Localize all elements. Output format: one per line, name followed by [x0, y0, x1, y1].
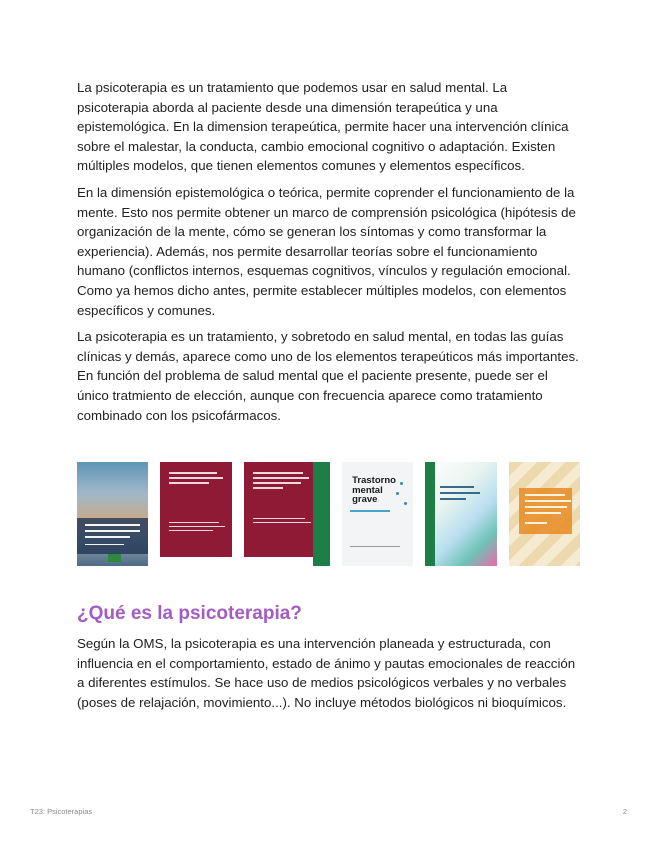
- paragraph-epistemology: En la dimensión epistemológica o teórica, permite coprender el funcionamiento de la mente. Esto nos permite obtener un marco de comprensión psicológica (hipótesis de organización de la mente, cómo se generan los síntomas y como transformar la experiencia). Además, nos permite desarrollar teorías sobre el funcionamiento humano (conflictos internos, esquemas cognitivos, vínculos y regulación emocional. Como ya hemos dicho antes, permite establecer múltiples modelos, con elementos específicos y comunes.: [77, 184, 576, 318]
- cover-green-strip: [425, 462, 435, 566]
- page-number: 2: [622, 807, 627, 816]
- cover-trastorno-mental-grave: [342, 462, 413, 566]
- cover-clinical-guide-maroon: [160, 462, 231, 566]
- guide-covers-strip: [77, 462, 580, 566]
- cover-junta-mental-health: [425, 462, 496, 566]
- body-text: [77, 78, 580, 432]
- junta-logo: [108, 554, 121, 562]
- paragraph-oms-definition: Según la OMS, la psicoterapia es una intervención planeada y estructurada, con influencia en el comportamiento, estado de ánimo y pautas emocionales de reacción a diferentes estímulos. Se hace uso de medios psicológicos verbales y no verbales (poses de relajación, movimiento...). No incluye métodos biológicos ni bioquímicos.: [77, 636, 576, 710]
- cover-mental-health-program: [509, 462, 580, 566]
- section-body: [77, 634, 580, 719]
- footer-chapter-label: T23: Psicoterapias: [30, 807, 93, 816]
- cover-depression-guide: [77, 462, 148, 566]
- cover-green-stripe: [313, 462, 330, 566]
- cover-footer-logos: [244, 557, 314, 566]
- section-heading: ¿Qué es la psicoterapia?: [77, 603, 302, 624]
- paragraph-intro: La psicoterapia es un tratamiento que podemos usar en salud mental. La psicoterapia aborda al paciente desde una dimensión terapeútica y una epistemológica. En la dimension terapeútica, permite hacer una intervención clínica sobre el malestar, la conducta, cambio emocional cognitivo o adaptación. Existen múltiples modelos, que tienen elementos comunes y elementos específicos.: [77, 80, 569, 174]
- cover-footer-logos: [160, 557, 231, 566]
- cover-clinical-guide-maroon-green: [244, 462, 331, 566]
- paragraph-clinical-role: La psicoterapia es un tratamiento, y sobretodo en salud mental, en todas las guías clínicas y demás, aparece como uno de los elementos terapeúticos más importantes. En función del problema de salud mental que el paciente presente, puede ser el único tratmiento de elección, aunque con frecuencia aparece como tratamiento combinado con los psicofármacos.: [77, 329, 579, 423]
- cover-title: Trastorno mental grave: [352, 475, 396, 505]
